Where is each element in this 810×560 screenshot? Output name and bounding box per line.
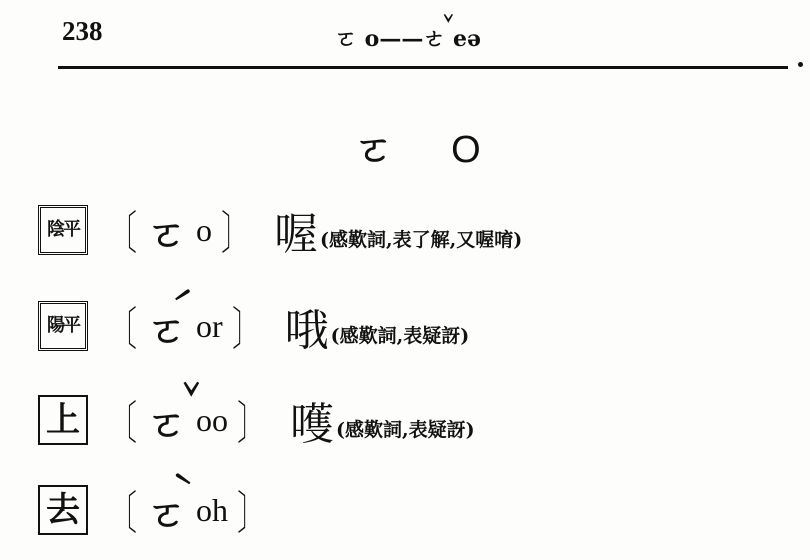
pron-roman: o [196,211,213,248]
pron-roman: oh [196,491,229,528]
left-bracket: 〔 [109,486,137,540]
pronunciation [100,197,258,263]
pron-roman: oo [196,401,229,438]
gloss: (感歎詞,表了解,又喔唷) [320,229,523,251]
right-bracket: 〕 [221,206,249,260]
gloss: (感歎詞,表疑訝) [336,419,475,441]
headword: 喔 [274,209,319,260]
tone-box: 陰平 [38,205,88,255]
pronunciation [100,387,274,453]
pron-zhuyin: ㄛ [148,210,187,256]
pronunciation [100,477,274,543]
tone-box: 陽平 [38,301,88,351]
headword: 嚄 [290,399,335,450]
margin-dot [798,62,803,67]
header-rule [58,66,788,69]
pronunciation [100,293,269,359]
entry-row [38,388,475,452]
entry-row [38,478,274,542]
pron-roman: or [196,307,223,344]
left-bracket: 〔 [109,302,137,356]
tone-box: 上 [38,395,88,445]
pron-zhuyin: ㄛ̌ [148,400,187,446]
pron-zhuyin: ㄛ́ [148,306,187,352]
left-bracket: 〔 [109,396,137,450]
right-bracket: 〕 [231,302,260,356]
left-bracket: 〔 [109,206,137,260]
section-zhuyin: ㄛ [355,126,394,171]
running-head: ㄛ o——ㄜ̌ eə [335,26,481,52]
right-bracket: 〕 [237,396,265,450]
entry-row [38,198,522,262]
tone-box: 去 [38,485,88,535]
right-bracket: 〕 [237,486,265,540]
section-roman: O [451,129,481,171]
section-heading [355,118,481,173]
headword: 哦 [284,305,329,356]
page-number: 238 [62,16,103,46]
entry-row [38,294,469,358]
gloss: (感歎詞,表疑訝) [330,325,470,347]
pron-zhuyin: ㄛ̀ [148,490,187,536]
